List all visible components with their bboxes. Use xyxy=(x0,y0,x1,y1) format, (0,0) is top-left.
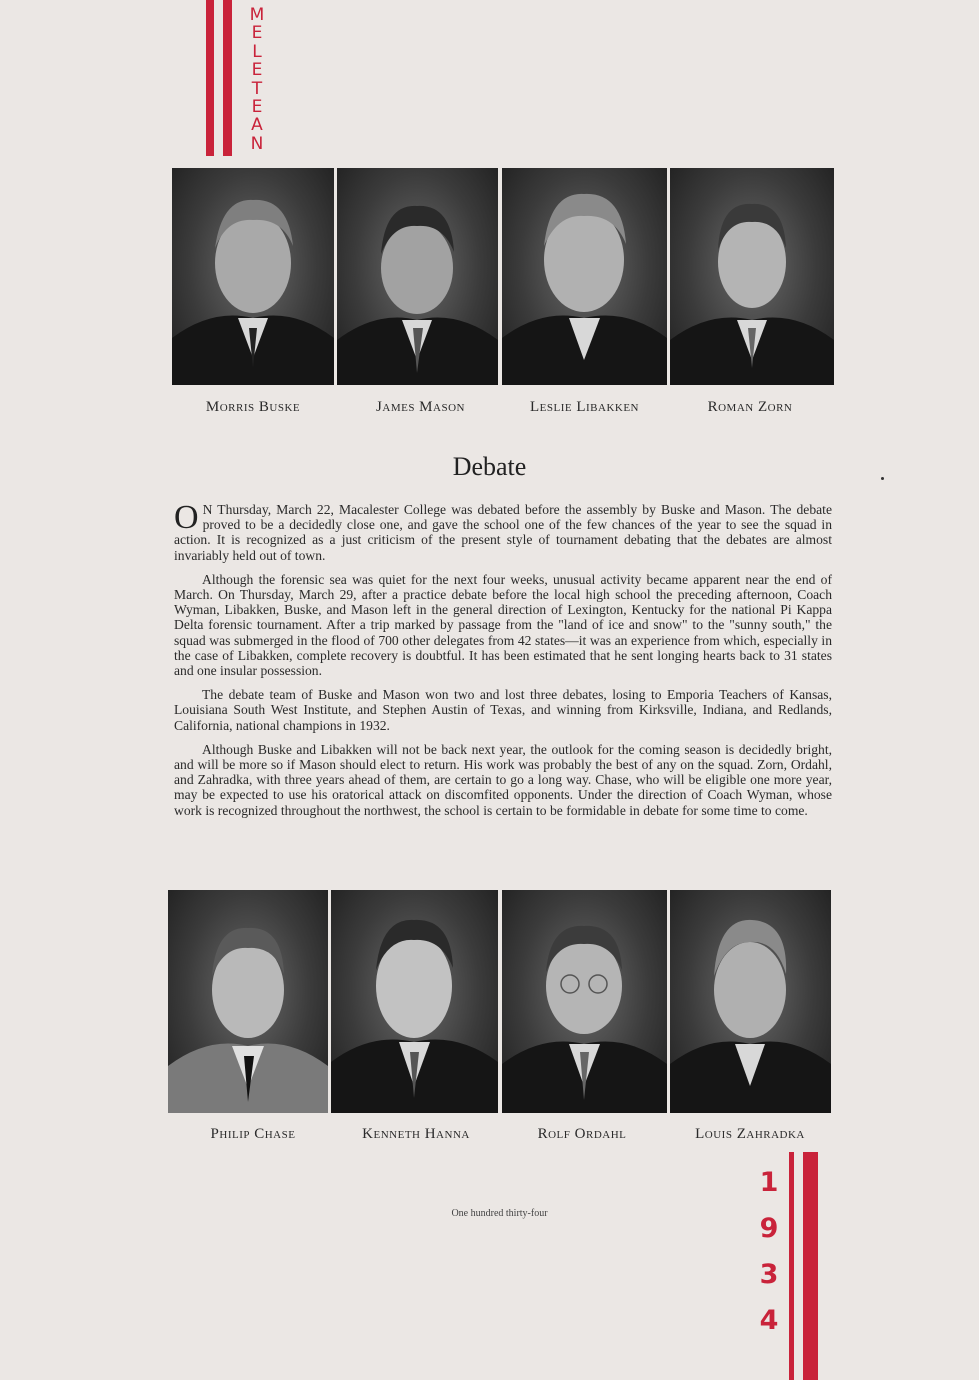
article-paragraph: Although the forensic sea was quiet for the next four weeks, unusual activity became apparent near the end of March. On Thursday, March 29, after a practice debate before the local high school the preceding afternoon, Coach Wyman, Libakken, Buske, and Mason left in the general direction of Lexington, Kentucky for the national Pi Kappa Delta forensic tournament. After a trip marked by passage from the "land of ice and snow" to the "sunny south," the squad was submerged in the flood of 700 other delegates from 42 states—it was an experience from which, especially in the case of Libakken, complete recovery is doubtful. It has been estimated that he sent longing hearts back to 31 states and one insular possession. xyxy=(174,571,832,679)
masthead-bar-left xyxy=(206,0,214,156)
article-paragraph xyxy=(174,499,832,563)
portrait-photo xyxy=(502,890,667,1113)
masthead-letter: E xyxy=(251,23,263,44)
year-stack xyxy=(755,1160,783,1344)
page-title: Debate xyxy=(452,452,527,481)
year-bar-right xyxy=(803,1152,818,1380)
portrait-photo xyxy=(331,890,498,1113)
year-digit: 4 xyxy=(759,1305,779,1336)
portrait-photo xyxy=(337,168,498,385)
masthead-letter: N xyxy=(250,133,264,154)
portrait-photo xyxy=(168,890,328,1113)
year-digit: 3 xyxy=(759,1259,779,1290)
portrait-caption: Rolf Ordahl xyxy=(537,1126,627,1142)
portrait-caption: Kenneth Hanna xyxy=(362,1126,470,1142)
portrait-caption: James Mason xyxy=(376,399,465,415)
article-body xyxy=(174,499,832,827)
portrait-caption: Roman Zorn xyxy=(707,399,793,415)
paragraph-text: N Thursday, March 22, Macalester College was debated before the assembly by Buske and Mason. The debate proved to be a decidedly close one, and gave the school one of the few chances of the year to see the squad in action. It is recognized as a just criticism of the present style of tournament debating that the debates are almost invariably held out of town. xyxy=(174,502,832,563)
print-speck xyxy=(881,477,884,480)
year-digit: 9 xyxy=(759,1213,779,1244)
portrait-photo xyxy=(172,168,334,385)
article-paragraph: The debate team of Buske and Mason won two and lost three debates, losing to Emporia Teachers of Kansas, Louisiana South West Institute, and Stephen Austin of Texas, and winning from Kirksville, Indiana, and Redlands, California, national champions in 1932. xyxy=(174,687,832,733)
portrait-caption: Louis Zahradka xyxy=(695,1126,805,1142)
year-digit: 1 xyxy=(759,1167,779,1198)
drop-cap: O xyxy=(174,499,199,536)
portrait-photo xyxy=(670,890,831,1113)
portrait-caption: Philip Chase xyxy=(210,1126,296,1142)
portrait-caption: Morris Buske xyxy=(205,399,301,415)
masthead-bar-right xyxy=(223,0,232,156)
portrait-photo xyxy=(502,168,667,385)
year-bar-left xyxy=(789,1152,794,1380)
page-number: One hundred thirty-four xyxy=(451,1208,548,1219)
masthead-title xyxy=(249,6,265,153)
masthead-letter: L xyxy=(252,41,262,62)
masthead-letter: E xyxy=(251,97,263,118)
portrait-caption: Leslie Libakken xyxy=(529,399,639,415)
portrait-photo xyxy=(670,168,834,385)
masthead-letter: M xyxy=(249,5,265,25)
masthead-letter: E xyxy=(251,60,263,81)
masthead-letter: T xyxy=(251,78,263,99)
article-paragraph: Although Buske and Libakken will not be back next year, the outlook for the coming season is decidedly bright, and will be more so if Mason should elect to return. His work was probably the best of any on the squad. Zorn, Ordahl, and Zahradka, with three years ahead of them, are certain to go a long way. Chase, who will be eligible one more year, may be expected to use his oratorical attack on discomfited opponents. Under the direction of Coach Wyman, whose work is recognized throughout the northwest, the school is certain to be formidable in debate for some time to come. xyxy=(174,741,832,818)
masthead-letter: A xyxy=(251,115,263,136)
